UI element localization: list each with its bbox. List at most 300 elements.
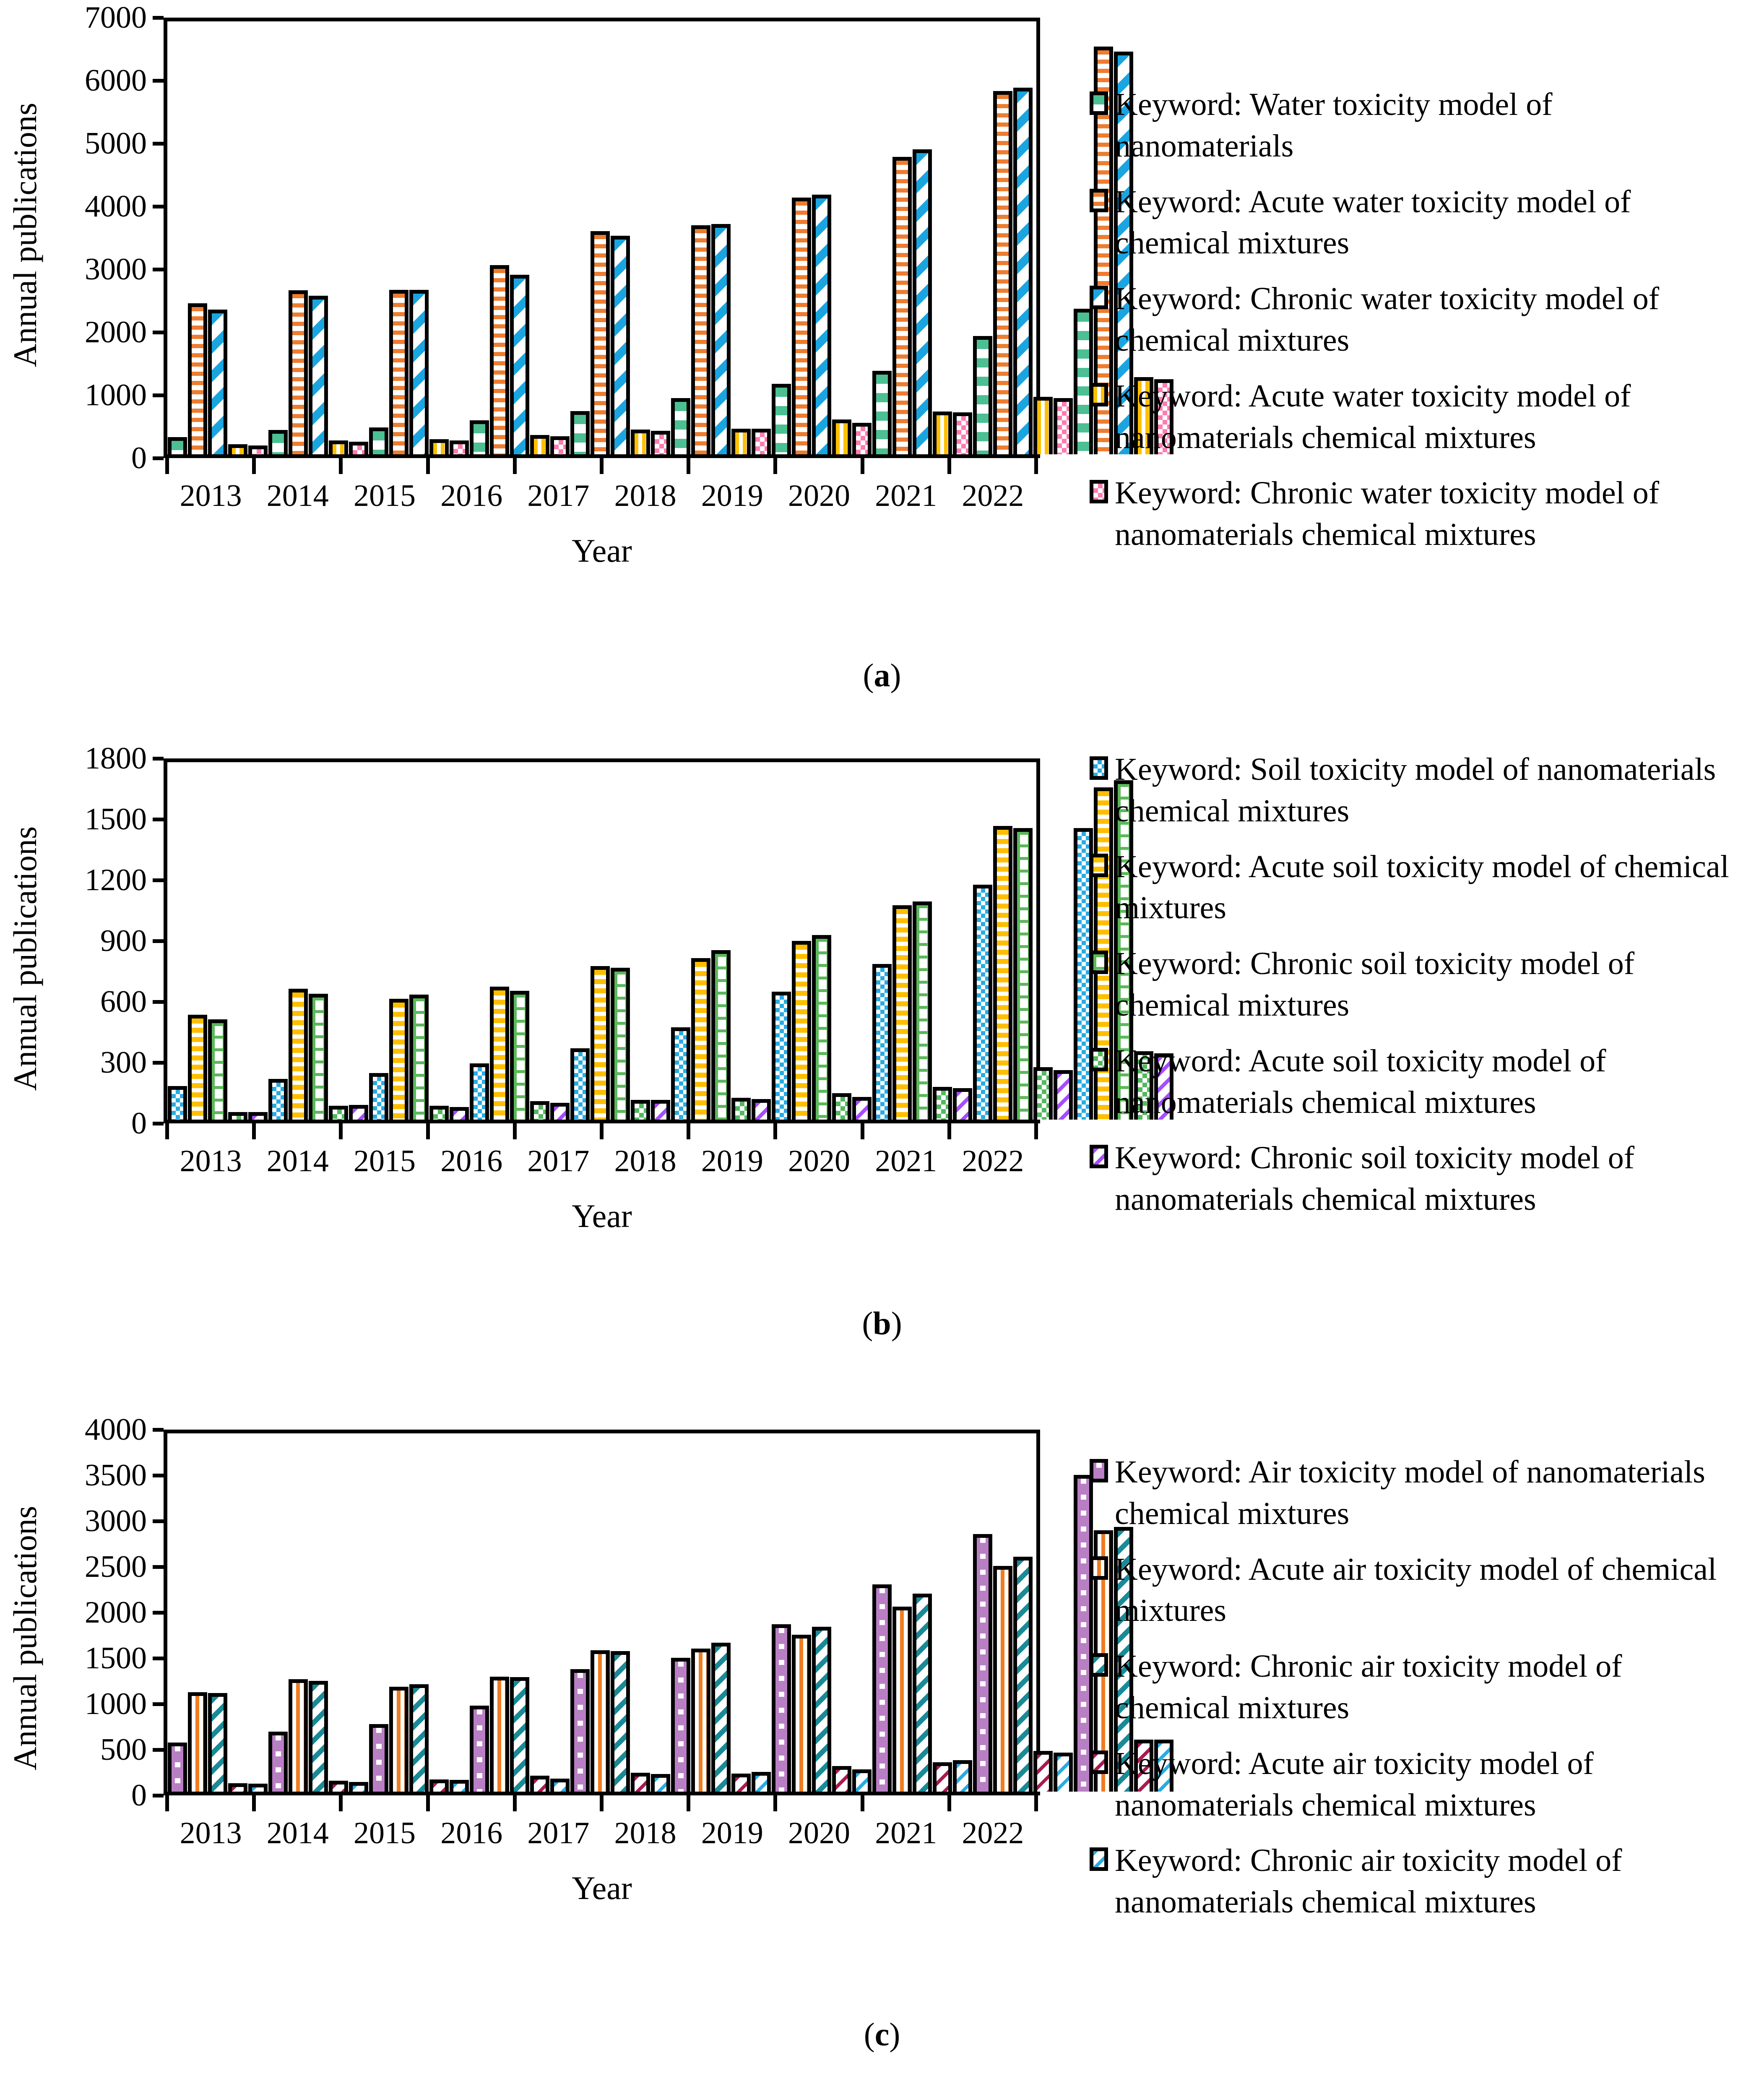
x-label-b-2020: 2020 <box>788 1144 851 1178</box>
bar-group-c-2017 <box>570 1433 671 1792</box>
x-label-c-2020: 2020 <box>788 1816 851 1850</box>
bar-b-2014-s5[interactable] <box>349 1105 368 1120</box>
legend-swatch-icon-c-4 <box>1090 1751 1108 1774</box>
x-label-c-2017: 2017 <box>527 1816 590 1850</box>
bar-a-2017-s4[interactable] <box>631 430 650 454</box>
bar-b-2021-s5[interactable] <box>1054 1070 1073 1120</box>
bar-b-2013-s4[interactable] <box>228 1112 247 1120</box>
bar-b-2020-s5[interactable] <box>953 1088 972 1120</box>
x-label-c-2014: 2014 <box>266 1816 329 1850</box>
bar-a-2020-s3[interactable] <box>913 149 932 454</box>
y-tick-label-c-1000: 1000 <box>85 1687 147 1721</box>
y-axis-ticks-b <box>55 741 164 1166</box>
bar-b-2019-s5[interactable] <box>852 1097 872 1120</box>
y-tick-label-a-1000: 1000 <box>85 378 147 412</box>
legend-item-b-2[interactable] <box>1090 846 1764 929</box>
bar-c-2019-s2[interactable] <box>792 1635 811 1792</box>
bar-b-2017-s5[interactable] <box>651 1100 670 1120</box>
legend-swatch-icon-b-1 <box>1090 756 1108 780</box>
bar-b-2021-s3[interactable] <box>1013 828 1033 1120</box>
panel-label-c-close: ) <box>889 2016 900 2053</box>
bar-c-2015-s4[interactable] <box>429 1779 449 1792</box>
bar-group-b-2014 <box>268 762 369 1120</box>
legend-label-b-5: Keyword: Chronic soil toxicity model of nanomaterials chemical mixtures <box>1115 1140 1635 1217</box>
bar-c-2021-s4[interactable] <box>1033 1751 1053 1792</box>
x-tick-b-2014 <box>254 1123 341 1139</box>
x-label-b-2022: 2022 <box>962 1144 1024 1178</box>
y-tick-mark-c-1500 <box>153 1657 164 1660</box>
bar-a-2017-s1[interactable] <box>570 411 590 454</box>
y-tick-b-600 <box>55 986 164 1017</box>
bar-c-2015-s5[interactable] <box>450 1780 469 1792</box>
y-tick-mark-c-3000 <box>153 1519 164 1523</box>
legend-label-c-2: Keyword: Acute air toxicity model of chemical mixtures <box>1115 1551 1717 1628</box>
legend-swatch-icon-c-3 <box>1090 1653 1108 1677</box>
x-label-a-2017: 2017 <box>527 479 590 513</box>
bar-a-2017-s2[interactable] <box>591 231 610 454</box>
y-axis-title-a <box>0 8 50 461</box>
x-label-a-2021: 2021 <box>875 479 937 513</box>
bar-a-2016-s2[interactable] <box>490 265 509 454</box>
y-tick-c-1000 <box>55 1688 164 1719</box>
x-label-b-2016: 2016 <box>440 1144 503 1178</box>
bar-a-2021-s4[interactable] <box>1033 397 1053 454</box>
legend-item-a-4[interactable] <box>1090 375 1764 458</box>
bar-a-2020-s5[interactable] <box>953 412 972 454</box>
bar-b-2018-s2[interactable] <box>691 958 710 1120</box>
x-tick-c-2014 <box>254 1795 341 1811</box>
y-tick-mark-b-1200 <box>153 878 164 882</box>
x-tick-c-2015 <box>341 1795 428 1811</box>
x-tick-c-2020 <box>775 1795 862 1811</box>
y-tick-c-2000 <box>55 1597 164 1628</box>
bar-b-2015-s3[interactable] <box>409 995 429 1120</box>
legend-label-b-1: Keyword: Soil toxicity model of nanomaterials chemical mixtures <box>1115 752 1716 828</box>
legend-item-c-1[interactable] <box>1090 1451 1764 1534</box>
x-tick-b-2021 <box>863 1123 950 1139</box>
bar-c-2014-s1[interactable] <box>268 1732 288 1792</box>
y-tick-label-c-500: 500 <box>100 1732 147 1767</box>
bar-a-2015-s3[interactable] <box>409 290 429 454</box>
y-tick-c-4000 <box>55 1414 164 1445</box>
x-tick-b-2015 <box>341 1123 428 1139</box>
bar-b-2014-s2[interactable] <box>289 989 308 1120</box>
bar-a-2019-s1[interactable] <box>772 384 791 454</box>
y-tick-mark-c-4000 <box>153 1428 164 1432</box>
y-tick-b-300 <box>55 1047 164 1078</box>
x-label-c-2018: 2018 <box>614 1816 676 1850</box>
bar-a-2021-s2[interactable] <box>993 91 1012 454</box>
y-tick-label-b-1500: 1500 <box>85 802 147 836</box>
legend-swatch-icon-a-3 <box>1090 286 1108 309</box>
y-tick-mark-b-900 <box>153 939 164 943</box>
x-tick-a-2016 <box>428 458 515 474</box>
x-axis-title-a-text: Year <box>572 532 632 569</box>
panel-c <box>0 1368 1764 2084</box>
bar-group-b-2019 <box>771 762 872 1120</box>
bar-b-2017-s2[interactable] <box>591 966 610 1120</box>
bar-group-a-2019 <box>771 21 872 454</box>
y-tick-b-0 <box>55 1108 164 1139</box>
bar-b-2016-s2[interactable] <box>490 987 509 1120</box>
bar-b-2013-s1[interactable] <box>168 1086 187 1120</box>
bar-c-2015-s3[interactable] <box>409 1684 429 1792</box>
bar-c-2013-s2[interactable] <box>188 1692 207 1792</box>
bar-c-2016-s1[interactable] <box>470 1706 489 1792</box>
bar-a-2018-s1[interactable] <box>671 398 690 454</box>
bar-a-2017-s3[interactable] <box>611 236 630 454</box>
legend-label-c-5: Keyword: Chronic air toxicity model of nanomaterials chemical mixtures <box>1115 1843 1622 1920</box>
x-tick-b-2019 <box>689 1123 775 1139</box>
x-axis-title-b-text: Year <box>572 1198 632 1234</box>
y-tick-a-0 <box>55 443 164 474</box>
x-label-c-2013: 2013 <box>180 1816 242 1850</box>
bar-b-2019-s2[interactable] <box>792 941 811 1120</box>
panel-a <box>0 0 1764 705</box>
y-tick-mark-c-2500 <box>153 1565 164 1569</box>
bar-c-2021-s2[interactable] <box>993 1566 1012 1792</box>
legend-item-c-5[interactable] <box>1090 1840 1764 1923</box>
legend-label-a-3: Keyword: Chronic water toxicity model of chemical mixtures <box>1115 281 1660 358</box>
bar-c-2018-s1[interactable] <box>671 1658 690 1792</box>
bar-a-2018-s5[interactable] <box>752 429 771 454</box>
panel-label-c-open: ( <box>864 2016 875 2053</box>
y-tick-b-1500 <box>55 804 164 835</box>
bar-b-2018-s3[interactable] <box>711 950 731 1120</box>
plot-area-a <box>164 18 1040 458</box>
x-axis-title-a <box>167 532 1036 570</box>
bar-a-2021-s3[interactable] <box>1013 88 1033 454</box>
bar-b-2015-s2[interactable] <box>389 999 408 1120</box>
bar-a-2013-s1[interactable] <box>168 437 187 454</box>
legend-item-a-5[interactable] <box>1090 472 1764 555</box>
y-tick-b-1800 <box>55 743 164 774</box>
legend-swatch-icon-c-2 <box>1090 1556 1108 1580</box>
panel-label-b-open: ( <box>862 1305 873 1342</box>
panel-label-c-letter: c <box>874 2016 890 2053</box>
bar-b-2018-s1[interactable] <box>671 1027 690 1120</box>
x-axis-ticks-c <box>167 1795 1036 1811</box>
bar-group-c-2015 <box>369 1433 469 1792</box>
y-tick-label-b-600: 600 <box>100 985 147 1019</box>
bar-group-a-2015 <box>369 21 469 454</box>
bar-group-c-2020 <box>872 1433 973 1792</box>
bar-c-2018-s3[interactable] <box>711 1643 731 1792</box>
legend-swatch-icon-c-1 <box>1090 1459 1108 1482</box>
bar-c-2017-s5[interactable] <box>651 1774 670 1792</box>
y-tick-label-a-0: 0 <box>131 441 147 475</box>
bar-c-2021-s1[interactable] <box>973 1534 992 1792</box>
y-tick-b-1200 <box>55 865 164 896</box>
bar-b-2017-s3[interactable] <box>611 968 630 1120</box>
bar-a-2013-s3[interactable] <box>208 310 227 454</box>
bar-c-2018-s4[interactable] <box>731 1774 751 1792</box>
y-tick-mark-c-500 <box>153 1748 164 1752</box>
bar-c-2020-s2[interactable] <box>892 1607 912 1792</box>
bar-b-2020-s2[interactable] <box>892 905 912 1120</box>
y-tick-mark-a-3000 <box>153 268 164 271</box>
bar-c-2018-s5[interactable] <box>752 1772 771 1792</box>
y-tick-c-3000 <box>55 1506 164 1537</box>
x-tick-a-2021 <box>863 458 950 474</box>
y-tick-mark-b-600 <box>153 1000 164 1004</box>
bar-a-2015-s5[interactable] <box>450 440 469 454</box>
bar-c-2020-s3[interactable] <box>913 1594 932 1792</box>
bar-group-c-2016 <box>469 1433 570 1792</box>
y-axis-ticks-a <box>55 0 164 475</box>
legend-label-a-1: Keyword: Water toxicity model of nanomaterials <box>1115 87 1553 164</box>
bar-c-2014-s5[interactable] <box>349 1782 368 1792</box>
bar-b-2015-s1[interactable] <box>369 1073 388 1120</box>
legend-swatch-icon-a-1 <box>1090 91 1108 115</box>
y-tick-mark-a-4000 <box>153 205 164 208</box>
bar-b-2013-s5[interactable] <box>248 1112 268 1120</box>
legend-label-a-5: Keyword: Chronic water toxicity model of nanomaterials chemical mixtures <box>1115 475 1660 552</box>
bar-b-2014-s3[interactable] <box>309 994 328 1120</box>
y-tick-label-b-1800: 1800 <box>85 741 147 776</box>
y-tick-label-b-0: 0 <box>131 1106 147 1141</box>
legend-swatch-icon-b-2 <box>1090 854 1108 877</box>
bar-a-2016-s5[interactable] <box>550 436 570 454</box>
legend-item-c-2[interactable] <box>1090 1549 1764 1632</box>
y-tick-label-c-0: 0 <box>131 1778 147 1813</box>
bar-b-2016-s3[interactable] <box>510 991 529 1120</box>
bar-b-2015-s4[interactable] <box>429 1106 449 1120</box>
x-tick-c-2018 <box>602 1795 689 1811</box>
bar-group-c-2019 <box>771 1433 872 1792</box>
x-label-a-2014: 2014 <box>266 479 329 513</box>
x-label-b-2018: 2018 <box>614 1144 676 1178</box>
bar-a-2016-s3[interactable] <box>510 275 529 454</box>
bar-a-2015-s2[interactable] <box>389 290 408 454</box>
bar-a-2014-s3[interactable] <box>309 296 328 454</box>
bar-b-2021-s1[interactable] <box>973 885 992 1120</box>
bar-c-2016-s4[interactable] <box>530 1776 549 1792</box>
legend-item-c-3[interactable] <box>1090 1646 1764 1729</box>
bar-a-2015-s1[interactable] <box>369 427 388 454</box>
bar-c-2019-s1[interactable] <box>772 1624 791 1792</box>
bar-group-c-2021 <box>973 1433 1073 1792</box>
y-tick-label-a-6000: 6000 <box>85 63 147 98</box>
bar-a-2019-s2[interactable] <box>792 198 811 454</box>
legend-label-c-4: Keyword: Acute air toxicity model of nanomaterials chemical mixtures <box>1115 1745 1594 1823</box>
bar-a-2017-s5[interactable] <box>651 431 670 454</box>
bar-b-2014-s1[interactable] <box>268 1079 288 1120</box>
x-label-c-2022: 2022 <box>962 1816 1024 1850</box>
y-tick-label-a-5000: 5000 <box>85 126 147 161</box>
legend-label-b-3: Keyword: Chronic soil toxicity model of chemical mixtures <box>1115 946 1635 1023</box>
legend-item-b-5[interactable] <box>1090 1137 1764 1220</box>
bar-a-2018-s4[interactable] <box>731 429 751 454</box>
bar-c-2015-s2[interactable] <box>389 1687 408 1792</box>
bar-b-2021-s2[interactable] <box>993 826 1012 1120</box>
bar-a-2021-s1[interactable] <box>973 336 992 454</box>
bar-b-2020-s4[interactable] <box>933 1087 952 1120</box>
y-tick-mark-b-300 <box>153 1061 164 1065</box>
bar-c-2020-s4[interactable] <box>933 1762 952 1792</box>
legend-swatch-icon-b-5 <box>1090 1145 1108 1168</box>
y-axis-title-c <box>0 1422 50 1854</box>
y-tick-a-4000 <box>55 191 164 222</box>
bar-c-2013-s1[interactable] <box>168 1743 187 1792</box>
x-tick-c-2013 <box>167 1795 254 1811</box>
y-tick-label-c-1500: 1500 <box>85 1641 147 1675</box>
x-label-a-2018: 2018 <box>614 479 676 513</box>
bar-b-2016-s1[interactable] <box>470 1063 489 1120</box>
bar-c-2017-s3[interactable] <box>611 1651 630 1792</box>
bar-a-2013-s4[interactable] <box>228 444 247 454</box>
bar-b-2019-s3[interactable] <box>812 935 831 1120</box>
bar-a-2019-s4[interactable] <box>832 419 851 454</box>
bar-b-2014-s4[interactable] <box>329 1106 348 1120</box>
x-label-a-2020: 2020 <box>788 479 851 513</box>
y-tick-mark-b-0 <box>153 1122 164 1125</box>
bar-c-2014-s4[interactable] <box>329 1781 348 1792</box>
bar-c-2014-s3[interactable] <box>309 1681 328 1792</box>
bar-a-2020-s4[interactable] <box>933 412 952 454</box>
bar-a-2014-s4[interactable] <box>329 440 348 454</box>
bar-c-2016-s5[interactable] <box>550 1779 570 1792</box>
legend-swatch-icon-a-5 <box>1090 480 1108 503</box>
x-tick-b-2018 <box>602 1123 689 1139</box>
panel-label-a <box>0 656 1764 694</box>
legend-swatch-icon-a-2 <box>1090 189 1108 212</box>
bar-c-2021-s3[interactable] <box>1013 1557 1033 1792</box>
y-tick-c-0 <box>55 1780 164 1811</box>
legend-swatch-icon-c-5 <box>1090 1847 1108 1871</box>
bar-c-2019-s4[interactable] <box>832 1766 851 1792</box>
bar-group-a-2020 <box>872 21 973 454</box>
x-tick-b-2013 <box>167 1123 254 1139</box>
bar-b-2021-s4[interactable] <box>1033 1067 1053 1120</box>
bar-b-2016-s4[interactable] <box>530 1101 549 1120</box>
x-tick-a-2014 <box>254 458 341 474</box>
y-tick-b-900 <box>55 925 164 956</box>
bar-a-2018-s2[interactable] <box>691 225 710 454</box>
bar-a-2016-s1[interactable] <box>470 420 489 454</box>
y-tick-label-c-3500: 3500 <box>85 1458 147 1493</box>
bar-group-a-2013 <box>167 21 268 454</box>
legend-item-c-4[interactable] <box>1090 1743 1764 1826</box>
bar-c-2020-s5[interactable] <box>953 1760 972 1792</box>
y-tick-label-c-4000: 4000 <box>85 1412 147 1447</box>
bar-c-2017-s2[interactable] <box>591 1650 610 1792</box>
x-label-b-2021: 2021 <box>875 1144 937 1178</box>
bar-c-2017-s4[interactable] <box>631 1773 650 1792</box>
panel-label-a-letter: a <box>874 657 890 693</box>
legend-item-a-3[interactable] <box>1090 278 1764 361</box>
y-tick-mark-c-3500 <box>153 1474 164 1477</box>
bar-c-2020-s1[interactable] <box>872 1584 892 1792</box>
bar-c-2021-s5[interactable] <box>1054 1753 1073 1792</box>
bar-c-2019-s5[interactable] <box>852 1769 872 1792</box>
bar-c-2013-s3[interactable] <box>208 1693 227 1792</box>
legend-item-a-2[interactable] <box>1090 181 1764 264</box>
y-tick-c-2500 <box>55 1551 164 1582</box>
bar-a-2020-s1[interactable] <box>872 371 892 454</box>
bar-a-2014-s2[interactable] <box>289 290 308 454</box>
x-tick-a-2015 <box>341 458 428 474</box>
bar-a-2019-s3[interactable] <box>812 195 831 454</box>
y-tick-mark-a-5000 <box>153 142 164 146</box>
y-axis-title-c-text: Annual publications <box>7 1506 43 1771</box>
panel-label-b <box>0 1305 1764 1342</box>
x-label-b-2014: 2014 <box>266 1144 329 1178</box>
bar-b-2017-s4[interactable] <box>631 1100 650 1120</box>
bar-c-2017-s1[interactable] <box>570 1669 590 1792</box>
x-tick-b-2020 <box>775 1123 862 1139</box>
bar-a-2021-s5[interactable] <box>1054 398 1073 454</box>
y-tick-label-b-300: 300 <box>100 1045 147 1080</box>
bar-a-2013-s5[interactable] <box>248 445 268 454</box>
bar-b-2020-s3[interactable] <box>913 901 932 1120</box>
x-tick-c-2019 <box>689 1795 775 1811</box>
bar-c-2014-s2[interactable] <box>289 1679 308 1792</box>
bar-a-2014-s1[interactable] <box>268 430 288 454</box>
bar-group-b-2018 <box>671 762 771 1120</box>
bar-group-a-2014 <box>268 21 369 454</box>
y-tick-label-a-3000: 3000 <box>85 252 147 287</box>
bar-group-a-2021 <box>973 21 1073 454</box>
bar-b-2018-s4[interactable] <box>731 1098 751 1120</box>
y-axis-title-a-text: Annual publications <box>7 102 43 367</box>
bar-b-2018-s5[interactable] <box>752 1099 771 1120</box>
legend-item-b-1[interactable] <box>1090 749 1764 832</box>
bar-a-2016-s4[interactable] <box>530 435 549 454</box>
bar-b-2017-s1[interactable] <box>570 1048 590 1120</box>
bar-c-2019-s3[interactable] <box>812 1627 831 1792</box>
bar-b-2016-s5[interactable] <box>550 1103 570 1120</box>
bar-b-2019-s4[interactable] <box>832 1093 851 1120</box>
panel-b <box>0 705 1764 1368</box>
bar-a-2014-s5[interactable] <box>349 442 368 454</box>
x-tick-a-2019 <box>689 458 775 474</box>
y-tick-mark-a-0 <box>153 456 164 460</box>
bar-c-2013-s5[interactable] <box>248 1784 268 1792</box>
y-tick-a-1000 <box>55 380 164 411</box>
bar-b-2015-s5[interactable] <box>450 1107 469 1120</box>
bar-c-2018-s2[interactable] <box>691 1649 710 1792</box>
bar-c-2016-s3[interactable] <box>510 1677 529 1792</box>
bar-a-2015-s4[interactable] <box>429 439 449 454</box>
bar-a-2018-s3[interactable] <box>711 224 731 454</box>
bar-a-2019-s5[interactable] <box>852 423 872 454</box>
x-axis-title-c <box>167 1869 1036 1907</box>
bar-c-2015-s1[interactable] <box>369 1724 388 1792</box>
y-tick-mark-a-7000 <box>153 16 164 20</box>
x-axis-labels-c <box>167 1816 1036 1851</box>
bar-b-2013-s3[interactable] <box>208 1019 227 1120</box>
bar-b-2013-s2[interactable] <box>188 1015 207 1120</box>
bar-c-2016-s2[interactable] <box>490 1677 509 1792</box>
bar-group-a-2017 <box>570 21 671 454</box>
bar-a-2013-s2[interactable] <box>188 303 207 454</box>
legend-item-b-4[interactable] <box>1090 1040 1764 1123</box>
y-tick-label-a-7000: 7000 <box>85 0 147 35</box>
y-tick-mark-a-6000 <box>153 79 164 83</box>
bar-b-2019-s1[interactable] <box>772 992 791 1120</box>
legend-item-a-1[interactable] <box>1090 84 1764 167</box>
bar-c-2013-s4[interactable] <box>228 1783 247 1792</box>
y-axis-title-b <box>0 751 50 1166</box>
x-label-a-2013: 2013 <box>180 479 242 513</box>
legend-item-b-3[interactable] <box>1090 943 1764 1026</box>
bar-b-2020-s1[interactable] <box>872 964 892 1120</box>
legend-a <box>1074 0 1764 570</box>
y-axis-title-b-text: Annual publications <box>7 826 43 1091</box>
bar-a-2020-s2[interactable] <box>892 157 912 454</box>
y-tick-c-500 <box>55 1734 164 1765</box>
